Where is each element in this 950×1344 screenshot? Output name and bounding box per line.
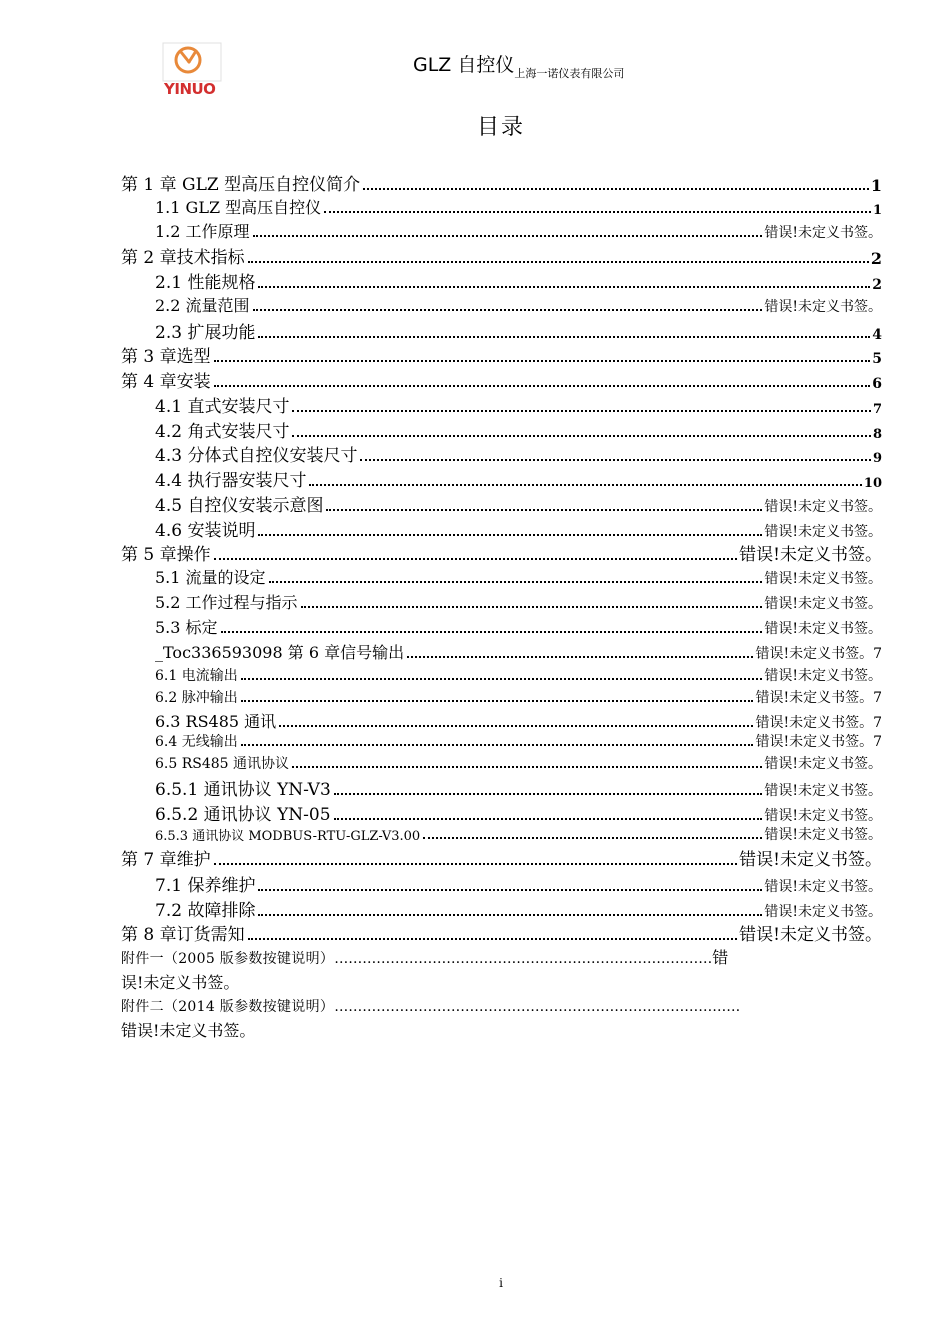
toc-leader-dots: [292, 409, 871, 412]
toc-leader-dots: [334, 817, 763, 820]
toc-leader-dots: [301, 605, 763, 608]
toc-entry-label: 2.2 流量范围: [155, 296, 250, 315]
toc-entry-label: 第 8 章订货需知: [121, 925, 245, 945]
toc-entry[interactable]: [121, 243, 882, 268]
annex-2-label: 附件二（2014 版参数按键说明）: [121, 999, 335, 1015]
toc-leader-dots: [309, 483, 861, 486]
annex-2[interactable]: [121, 994, 882, 1044]
toc-entry[interactable]: [155, 731, 882, 751]
toc-entry-label: 6.2 脉冲输出: [155, 690, 238, 706]
toc-entry[interactable]: [155, 565, 882, 588]
toc-entry-page: 错误!未定义书签。: [764, 596, 882, 612]
toc-entry-page: 错误!未定义书签。: [764, 225, 882, 241]
toc-leader-dots: [407, 655, 753, 658]
toc-entry-page: 错误!未定义书签。: [764, 524, 882, 540]
toc-entry[interactable]: [121, 920, 882, 945]
toc-entry-label: 4.3 分体式自控仪安装尺寸: [155, 446, 358, 466]
toc-leader-dots: [423, 836, 762, 839]
toc-entry[interactable]: [121, 342, 882, 367]
toc-entry[interactable]: [155, 871, 882, 896]
annex-1-page: 误!未定义书签。: [121, 973, 240, 992]
toc-entry-label: 6.1 电流输出: [155, 668, 238, 684]
toc-entry-label: 2.3 扩展功能: [155, 323, 256, 343]
annex-1-end: 错: [712, 948, 729, 967]
toc-leader-dots: [241, 699, 754, 702]
toc-entry-label: 7.1 保养维护: [155, 876, 256, 896]
toc-entry-label: 4.4 执行器安装尺寸: [155, 471, 307, 491]
toc-entry[interactable]: [155, 466, 882, 491]
toc-entry-label: _Toc336593098 第 6 章信号输出: [155, 643, 405, 662]
toc-entry-label: 2.1 性能规格: [155, 273, 256, 293]
header-title-line: [413, 50, 625, 80]
toc-entry-page: 错误!未定义书签。: [764, 827, 882, 843]
toc-entry[interactable]: [155, 775, 882, 800]
toc-entry-label: 6.5.3 通讯协议 MODBUS-RTU-GLZ-V3.00: [155, 829, 421, 844]
toc-entry-label: 4.1 直式安装尺寸: [155, 397, 290, 417]
toc-entry[interactable]: [155, 392, 882, 417]
toc-entry-page: 10: [863, 476, 882, 491]
toc-entry-label: 6.3 RS485 通讯: [155, 712, 277, 731]
toc-entry-page: 5: [872, 351, 882, 367]
toc-entry[interactable]: [155, 219, 882, 242]
toc-entry[interactable]: [155, 640, 882, 663]
toc-entry-page: 错误!未定义书签。7: [755, 715, 882, 731]
toc-leader-dots: [258, 913, 762, 916]
header-title: GLZ 自控仪: [413, 54, 515, 76]
toc-leader-dots: [253, 308, 763, 311]
toc-leader-dots: [248, 937, 738, 940]
toc-leader-dots: [334, 792, 763, 795]
toc-entry-page: 错误!未定义书签。: [764, 621, 882, 637]
toc-entry-label: 5.3 标定: [155, 618, 218, 637]
toc-entry-label: 第 5 章操作: [121, 545, 211, 565]
toc-entry-label: 第 1 章 GLZ 型高压自控仪简介: [121, 175, 361, 195]
toc-entry-page: 错误!未定义书签。: [739, 850, 882, 870]
toc-entry-page: 错误!未定义书签。7: [755, 646, 882, 662]
toc-entry[interactable]: [155, 293, 882, 316]
toc-entry[interactable]: [155, 824, 882, 844]
toc-leader-dots: [360, 458, 871, 461]
toc-entry-label: 第 3 章选型: [121, 347, 211, 367]
toc-entry[interactable]: [121, 845, 882, 870]
toc-title: 目录: [476, 115, 525, 140]
page-number: i: [499, 1276, 503, 1290]
toc-leader-dots: [258, 285, 870, 288]
toc-leader-dots: [214, 359, 871, 362]
toc-leader-dots: [326, 508, 762, 511]
toc-entry-label: 6.5.1 通讯协议 YN-V3: [155, 780, 331, 800]
toc-entry-label: 6.4 无线输出: [155, 734, 238, 750]
toc-leader-dots: [248, 260, 869, 263]
toc-entry-page: 错误!未定义书签。: [739, 925, 882, 945]
toc-entry-page: 错误!未定义书签。: [764, 668, 882, 684]
toc-leader-dots: [258, 533, 762, 536]
toc-entry-label: 5.2 工作过程与指示: [155, 593, 298, 612]
toc-leader-dots: [214, 862, 738, 865]
annex-1-dots: ………………………………………………………………………: [334, 951, 713, 967]
toc-entry[interactable]: [155, 318, 882, 343]
toc-entry-label: 7.2 故障排除: [155, 901, 256, 921]
toc-entry-label: 4.2 角式安装尺寸: [155, 422, 290, 442]
toc-entry[interactable]: [121, 540, 882, 565]
toc-entry[interactable]: [155, 687, 882, 707]
toc-leader-dots: [258, 888, 762, 891]
toc-entry-page: 错误!未定义书签。: [764, 299, 882, 315]
toc-leader-dots: [324, 210, 871, 213]
toc-entry-label: 6.5 RS485 通讯协议: [155, 756, 290, 772]
toc-entry-page: 2: [872, 277, 882, 293]
annex-1[interactable]: [121, 946, 882, 996]
toc-entry[interactable]: [155, 441, 882, 466]
toc-entry-page: 4: [872, 327, 882, 343]
toc-entry-label: 第 2 章技术指标: [121, 248, 245, 268]
toc-leader-dots: [214, 557, 738, 560]
toc-entry[interactable]: [155, 665, 882, 685]
toc-leader-dots: [221, 630, 763, 633]
toc-leader-dots: [241, 677, 763, 680]
toc-entry[interactable]: [155, 195, 882, 218]
toc-entry-page: 7: [872, 402, 882, 417]
header-company: 上海一诺仪表有限公司: [514, 67, 625, 80]
toc-entry[interactable]: [155, 709, 882, 732]
yinuo-logo: [162, 42, 224, 102]
toc-entry-label: 第 7 章维护: [121, 850, 211, 870]
toc-entry-page: 错误!未定义书签。7: [755, 734, 882, 750]
annex-1-label: 附件一（2005 版参数按键说明）: [121, 951, 335, 967]
toc-entry-page: 错误!未定义书签。7: [755, 690, 882, 706]
yinuo-logo-icon: [162, 42, 222, 82]
toc-entry-page: 错误!未定义书签。: [764, 756, 882, 772]
toc-entry-page: 6: [872, 376, 882, 392]
toc-leader-dots: [269, 580, 763, 583]
toc-entry[interactable]: [155, 615, 882, 638]
toc-entry[interactable]: [155, 800, 882, 825]
toc-leader-dots: [241, 743, 754, 746]
toc-entry-label: 4.6 安装说明: [155, 521, 256, 541]
toc-entry-page: 错误!未定义书签。: [764, 904, 882, 920]
toc-entry[interactable]: [155, 268, 882, 293]
toc-leader-dots: [292, 434, 871, 437]
toc-entry-label: 1.2 工作原理: [155, 222, 250, 241]
toc-entry-page: 1: [870, 176, 882, 195]
toc-entry-page: 9: [872, 451, 882, 466]
toc-leader-dots: [292, 765, 762, 768]
toc-entry-page: 错误!未定义书签。: [764, 499, 882, 515]
toc-leader-dots: [258, 335, 870, 338]
toc-entry-page: 错误!未定义书签。: [764, 571, 882, 587]
toc-entry-label: 1.1 GLZ 型高压自控仪: [155, 198, 322, 217]
toc-entry-page: 1: [872, 203, 882, 218]
logo-text: YINUO: [164, 80, 216, 98]
toc-entry-label: 4.5 自控仪安装示意图: [155, 496, 324, 516]
toc-entry-page: 8: [872, 427, 882, 442]
annex-2-page: 错误!未定义书签。: [121, 1021, 256, 1040]
toc-entry-page: 错误!未定义书签。: [739, 545, 882, 565]
toc-leader-dots: [214, 384, 871, 387]
toc-leader-dots: [253, 234, 763, 237]
toc-entry[interactable]: [121, 367, 882, 392]
toc-entry[interactable]: [121, 170, 882, 195]
toc-entry-label: 5.1 流量的设定: [155, 568, 266, 587]
toc-entry[interactable]: [155, 417, 882, 442]
toc-entry[interactable]: [155, 896, 882, 921]
toc-entry[interactable]: [155, 590, 882, 613]
toc-entry[interactable]: [155, 516, 882, 541]
toc-entry-page: 错误!未定义书签。: [764, 808, 882, 824]
toc-entry[interactable]: [155, 753, 882, 773]
toc-entry-label: 第 4 章安装: [121, 372, 211, 392]
toc-entry[interactable]: [155, 491, 882, 516]
annex-2-dots: ……………………………………………………………………………: [334, 999, 741, 1015]
toc-entry-page: 错误!未定义书签。: [764, 879, 882, 895]
toc-entry-page: 2: [870, 249, 882, 268]
toc-leader-dots: [363, 187, 869, 190]
toc-entry-label: 6.5.2 通讯协议 YN-05: [155, 805, 331, 825]
toc-entry-page: 错误!未定义书签。: [764, 783, 882, 799]
toc-leader-dots: [279, 724, 753, 727]
